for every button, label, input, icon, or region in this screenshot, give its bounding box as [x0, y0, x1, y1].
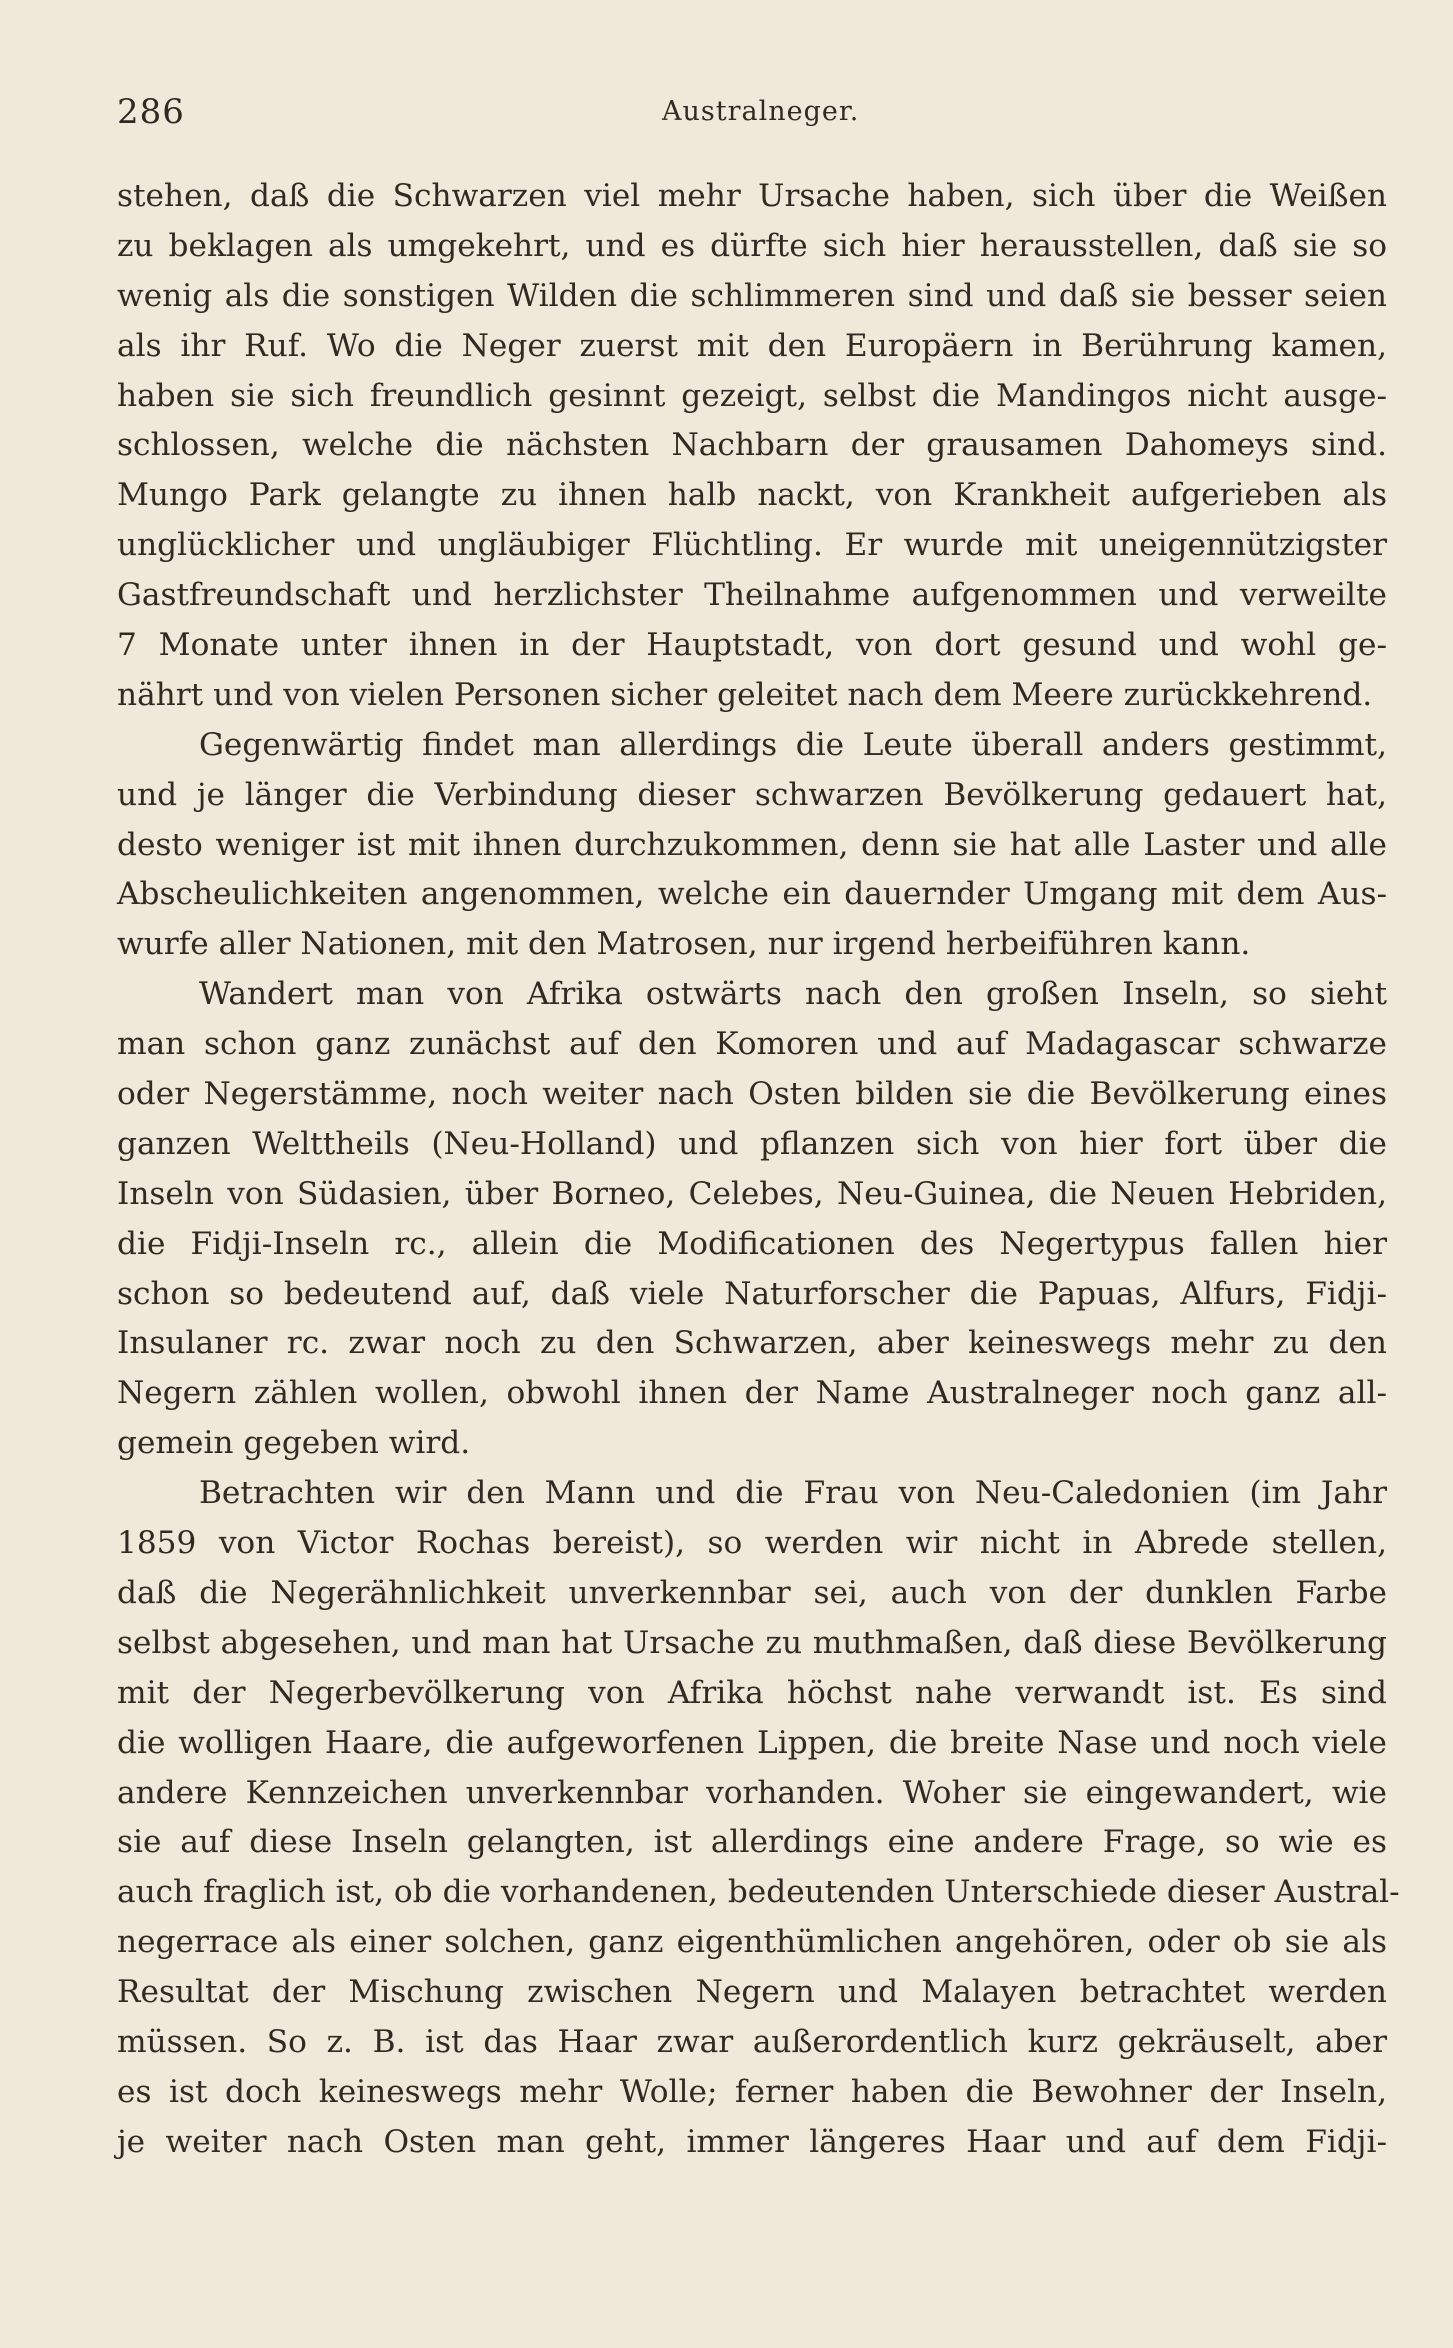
- text-line: Betrachten wir den Mann und die Frau von Neu-Caledonien (im Jahr: [199, 1475, 1387, 1512]
- text-line: andere Kennzeichen unverkennbar vorhanden. Woher sie eingewandert, wie: [117, 1774, 1387, 1811]
- text-line: desto weniger ist mit ihnen durchzukommen, denn sie hat alle Laster und alle: [117, 826, 1387, 863]
- text-line: zu beklagen als umgekehrt, und es dürfte sich hier herausstellen, daß sie so: [117, 227, 1387, 264]
- page-body: [117, 172, 1400, 2168]
- text-line: es ist doch keineswegs mehr Wolle; ferner haben die Bewohner der Inseln,: [117, 2073, 1387, 2110]
- text-line: man schon ganz zunächst auf den Komoren und auf Madagascar schwarze: [117, 1026, 1387, 1063]
- text-line: als ihr Ruf. Wo die Neger zuerst mit den Europäern in Berührung kamen,: [117, 327, 1387, 364]
- text-line: daß die Negerähnlichkeit unverkennbar sei, auch von der dunklen Farbe: [117, 1574, 1387, 1611]
- text-line: Abscheulichkeiten angenommen, welche ein dauernder Umgang mit dem Aus-: [117, 876, 1387, 913]
- text-line: schon so bedeutend auf, daß viele Naturforscher die Papuas, Alfurs, Fidji-: [117, 1275, 1387, 1312]
- text-line: Resultat der Mischung zwischen Negern und Malayen betrachtet werden: [117, 1974, 1387, 2011]
- text-line: stehen, daß die Schwarzen viel mehr Ursache haben, sich über die Weißen: [117, 178, 1387, 214]
- paragraph-1: [117, 172, 1387, 721]
- text-line: ganzen Welttheils (Neu-Holland) und pflanzen sich von hier fort über die: [117, 1125, 1387, 1162]
- text-line: Wandert man von Afrika ostwärts nach den großen Inseln, so sieht: [199, 976, 1387, 1013]
- text-line: haben sie sich freundlich gesinnt gezeigt, selbst die Mandingos nicht ausge-: [117, 377, 1387, 414]
- text-line: Insulaner rc. zwar noch zu den Schwarzen, aber keineswegs mehr zu den: [117, 1325, 1387, 1362]
- text-line: wurfe aller Nationen, mit den Matrosen, nur irgend herbeiführen kann.: [117, 926, 1251, 963]
- paragraph-2: [117, 721, 1387, 970]
- page-header: [117, 92, 1387, 136]
- running-head: Australneger.: [662, 96, 860, 127]
- text-line: Inseln von Südasien, über Borneo, Celebes, Neu-Guinea, die Neuen Hebriden,: [117, 1175, 1387, 1212]
- paragraph-4: [117, 1469, 1400, 2167]
- text-line: Mungo Park gelangte zu ihnen halb nackt, von Krankheit aufgerieben als: [117, 477, 1387, 514]
- text-line: schlossen, welche die nächsten Nachbarn der grausamen Dahomeys sind.: [117, 427, 1387, 464]
- text-line: selbst abgesehen, und man hat Ursache zu muthmaßen, daß diese Bevölkerung: [117, 1624, 1387, 1661]
- text-line: je weiter nach Osten man geht, immer längeres Haar und auf dem Fidji-: [117, 2123, 1387, 2160]
- text-line: negerrace als einer solchen, ganz eigenthümlichen angehören, oder ob sie als: [117, 1924, 1387, 1961]
- text-line: sie auf diese Inseln gelangten, ist allerdings eine andere Frage, so wie es: [117, 1824, 1387, 1861]
- text-line: mit der Negerbevölkerung von Afrika höchst nahe verwandt ist. Es sind: [117, 1674, 1387, 1711]
- text-line: die wolligen Haare, die aufgeworfenen Lippen, die breite Nase und noch viele: [117, 1724, 1387, 1761]
- text-line: Gegenwärtig findet man allerdings die Leute überall anders gestimmt,: [199, 726, 1387, 763]
- text-line: unglücklicher und ungläubiger Flüchtling. Er wurde mit uneigennützigster: [117, 527, 1387, 564]
- text-line: nährt und von vielen Personen sicher geleitet nach dem Meere zurückkehrend.: [117, 676, 1373, 713]
- text-line: Negern zählen wollen, obwohl ihnen der Name Australneger noch ganz all-: [117, 1375, 1387, 1412]
- text-line: die Fidji-Inseln rc., allein die Modificationen des Negertypus fallen hier: [117, 1225, 1387, 1262]
- text-line: gemein gegeben wird.: [117, 1425, 471, 1462]
- text-line: und je länger die Verbindung dieser schwarzen Bevölkerung gedauert hat,: [117, 776, 1387, 813]
- text-line: auch fraglich ist, ob die vorhandenen, bedeutenden Unterschiede dieser Austral-: [117, 1874, 1400, 1911]
- paragraph-3: [117, 970, 1387, 1469]
- text-line: 7 Monate unter ihnen in der Hauptstadt, von dort gesund und wohl ge-: [117, 627, 1387, 664]
- text-line: müssen. So z. B. ist das Haar zwar außerordentlich kurz gekräuselt, aber: [117, 2023, 1387, 2060]
- text-line: oder Negerstämme, noch weiter nach Osten bilden sie die Bevölkerung eines: [117, 1076, 1387, 1113]
- page-number: 286: [117, 92, 185, 132]
- text-line: 1859 von Victor Rochas bereist), so werden wir nicht in Abrede stellen,: [117, 1525, 1387, 1562]
- text-line: Gastfreundschaft und herzlichster Theilnahme aufgenommen und verweilte: [117, 577, 1387, 614]
- text-line: wenig als die sonstigen Wilden die schlimmeren sind und daß sie besser seien: [117, 277, 1387, 314]
